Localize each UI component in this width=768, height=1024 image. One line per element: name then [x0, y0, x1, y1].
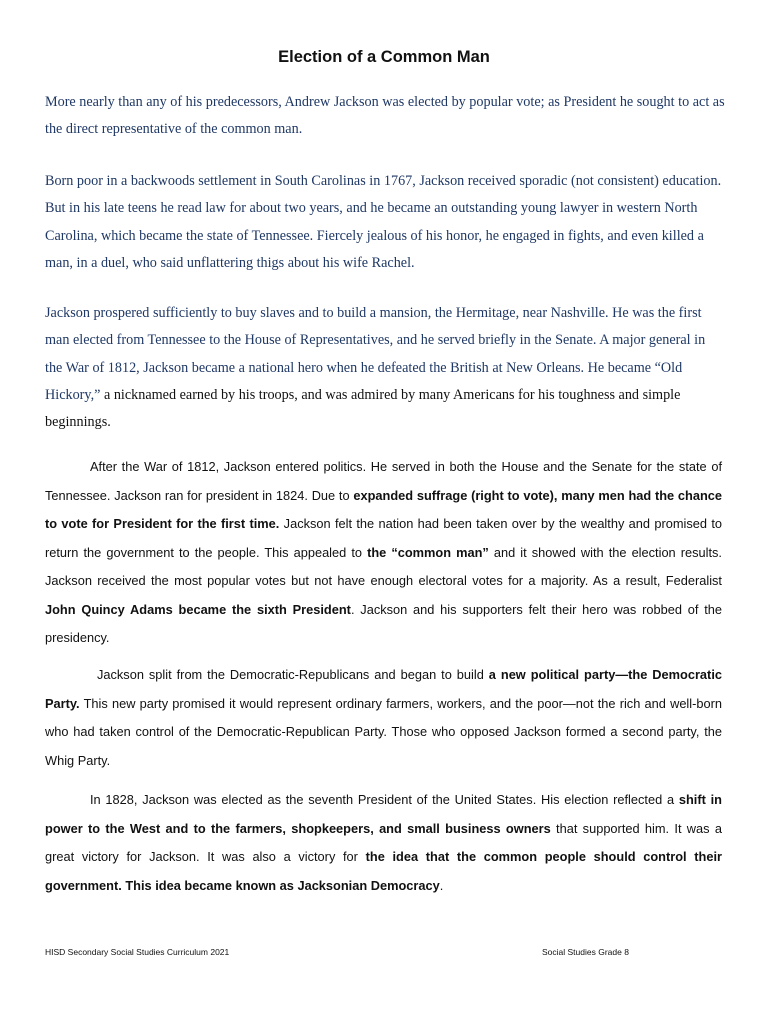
bold-run: the “common man”: [367, 544, 489, 560]
text-run: and it showed with the election results. Jackson received the most popular votes but not have enough electoral votes for a majority. As a result, Federalist: [45, 544, 722, 588]
text-run: .: [439, 877, 444, 893]
bold-run: shift in power to the West and to the farmers, shopkeepers, and small business owners: [45, 792, 722, 836]
paragraph-hermitage-black: a nicknamed earned by his troops, and was admired by many Americans for his toughness and simple beginnings.: [45, 386, 681, 431]
paragraph-hermitage-blue: Jackson prospered sufficiently to buy slaves and to build a mansion, the Hermitage, near Nashville. He was the first man elected from Tennessee to the House of Representatives, and he served briefly in the Senate. A major general in the War of 1812, Jackson became a national hero when he defeated the British at New Orleans. He became “Old Hickory,”: [45, 305, 706, 403]
paragraph-intro: More nearly than any of his predecessors, Andrew Jackson was elected by popular vote; as President he sought to act as the direct representative of the common man.: [45, 94, 725, 138]
text-run: that supported him. It was a great victory for Jackson. It was also a victory for: [45, 820, 722, 864]
bold-run: a new political party—the Democratic Party.: [45, 667, 722, 711]
paragraph-democratic-party: [45, 661, 722, 775]
page-title: Election of a Common Man: [278, 48, 490, 66]
footer-right: Social Studies Grade 8: [542, 947, 629, 957]
text-run: . Jackson and his supporters felt their hero was robbed of the presidency.: [45, 601, 722, 645]
text-run: In 1828, Jackson was elected as the seventh President of the United States. His election reflected a: [90, 792, 679, 807]
bold-run: expanded suffrage (right to vote), many men had the chance to vote for President for the first time.: [45, 487, 722, 531]
footer-left: HISD Secondary Social Studies Curriculum 2021: [45, 947, 230, 957]
text-run: After the War of 1812, Jackson entered politics. He served in both the House and the Senate for the state of Tennessee. Jackson ran for president in 1824. Due to: [45, 459, 722, 503]
text-run: This new party promised it would represent ordinary farmers, workers, and the poor—not the rich and well-born who had taken control of the Democratic-Republican Party. Those who opposed Jackson formed a second party, the Whig Party.: [45, 695, 722, 768]
text-run: Jackson felt the nation had been taken over by the wealthy and promised to return the government to the people. This appealed to: [45, 516, 722, 560]
paragraph-election-1828: [45, 786, 722, 900]
text-run: Jackson split from the Democratic-Republicans and began to build: [97, 667, 489, 682]
paragraph-hermitage: [45, 300, 725, 436]
bold-run: the idea that the common people should control their government. This idea became known as Jacksonian Democracy: [45, 849, 722, 893]
paragraph-early-life: Born poor in a backwoods settlement in South Carolinas in 1767, Jackson received sporadic (not consistent) education. But in his late teens he read law for about two years, and he became an outstanding young lawyer in western North Carolina, which became the state of Tennessee. Fiercely jealous of his honor, he engaged in fights, and even killed a man, in a duel, who said unflattering thigs about his wife Rachel.: [45, 173, 722, 271]
bold-run: John Quincy Adams became the sixth President: [45, 601, 351, 617]
paragraph-election-1824: [45, 453, 722, 653]
